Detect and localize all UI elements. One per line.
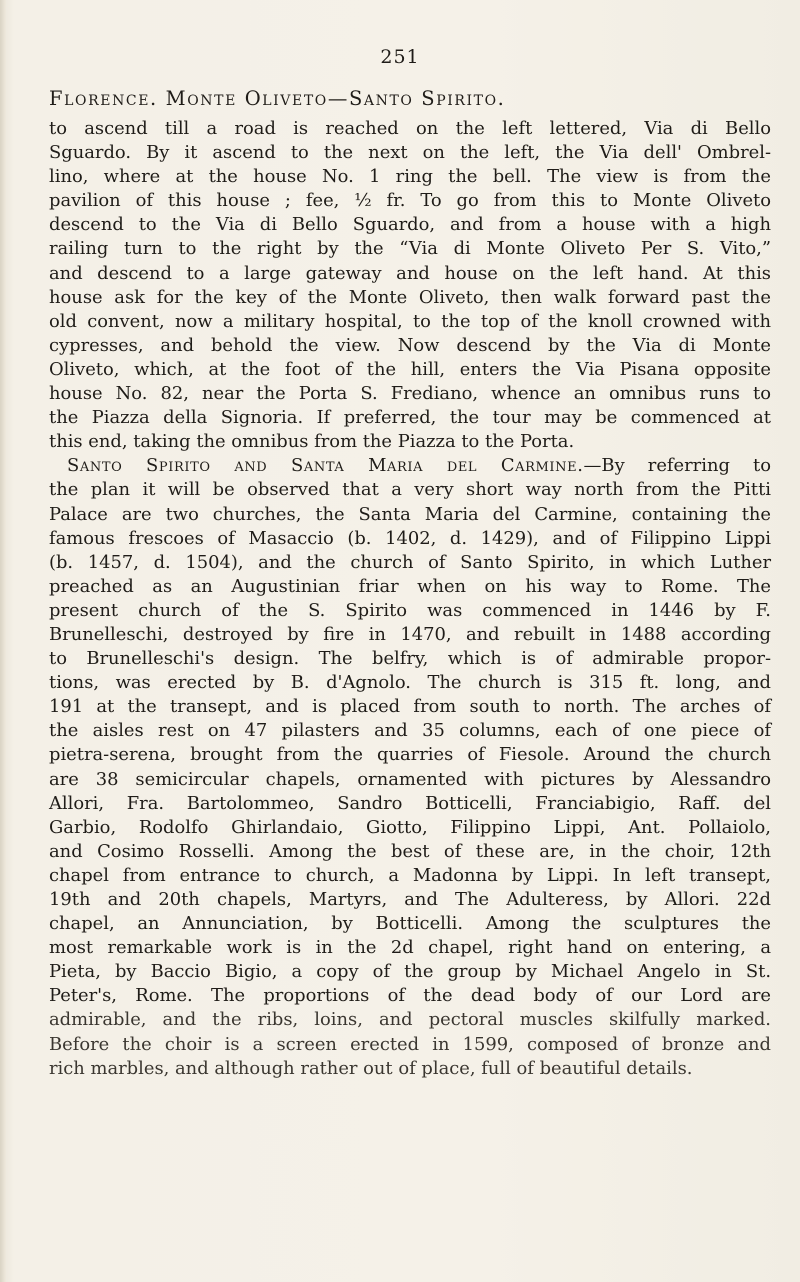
text-line: railing turn to the right by the “Via di Monte Oliveto Per S. Vito,” <box>49 238 771 260</box>
page-gutter-shadow <box>0 0 6 1282</box>
text-line: the aisles rest on 47 pilasters and 35 columns, each of one piece of <box>49 720 771 742</box>
text-line: Sguardo. By it ascend to the next on the left, the Via dell' Ombrel- <box>49 142 771 164</box>
body-text <box>49 117 771 1081</box>
text-line: to Brunelleschi's design. The belfry, which is of admirable propor- <box>49 648 771 670</box>
text-line: chapel, an Annunciation, by Botticelli. Among the sculptures the <box>49 913 771 935</box>
text-line: Pieta, by Baccio Bigio, a copy of the group by Michael Angelo in St. <box>49 961 771 983</box>
text-line: admirable, and the ribs, loins, and pectoral muscles skilfully marked. <box>49 1009 771 1031</box>
text-line: lino, where at the house No. 1 ring the bell. The view is from the <box>49 166 771 188</box>
text-line: 191 at the transept, and is placed from south to north. The arches of <box>49 696 771 718</box>
text-line: preached as an Augustinian friar when on his way to Rome. The <box>49 575 771 597</box>
section-heading-continuation: —By referring to <box>583 455 771 477</box>
text-line: pavilion of this house ; fee, ½ fr. To go from this to Monte Oliveto <box>49 190 771 212</box>
text-line: present church of the S. Spirito was commenced in 1446 by F. <box>49 599 771 621</box>
text-line: the Piazza della Signoria. If preferred, the tour may be commenced at <box>49 407 771 429</box>
text-line: descend to the Via di Bello Sguardo, and from a house with a high <box>49 214 771 236</box>
text-line: tions, was erected by B. d'Agnolo. The church is 315 ft. long, and <box>49 672 771 694</box>
text-line: this end, taking the omnibus from the Piazza to the Porta. <box>49 431 575 453</box>
section-heading: Santo Spirito and Santa Maria del Carmine. <box>67 455 584 477</box>
text-line: rich marbles, and although rather out of place, full of beautiful details. <box>49 1057 693 1079</box>
text-line: old convent, now a military hospital, to the top of the knoll crowned with <box>49 310 771 332</box>
text-line: famous frescoes of Masaccio (b. 1402, d. 1429), and of Filippino Lippi <box>49 527 771 549</box>
text-line: Oliveto, which, at the foot of the hill, enters the Via Pisana opposite <box>49 358 771 380</box>
section-heading-line <box>49 454 771 478</box>
text-line: house No. 82, near the Porta S. Frediano, whence an omnibus runs to <box>49 383 771 405</box>
paragraph-monte-oliveto <box>49 117 771 454</box>
text-line: and descend to a large gateway and house on the left hand. At this <box>49 262 771 284</box>
text-line: Brunelleschi, destroyed by fire in 1470, and rebuilt in 1488 according <box>49 623 771 645</box>
text-line: are 38 semicircular chapels, ornamented with pictures by Alessandro <box>49 768 771 790</box>
text-line: 19th and 20th chapels, Martyrs, and The Adulteress, by Allori. 22d <box>49 889 771 910</box>
text-line: chapel from entrance to church, a Madonna by Lippi. In left transept, <box>49 864 771 886</box>
paragraph-santo-spirito <box>49 454 771 1080</box>
text-line: most remarkable work is in the 2d chapel, right hand on entering, a <box>49 937 771 959</box>
text-line: house ask for the key of the Monte Oliveto, then walk forward past the <box>49 286 771 308</box>
text-line: Peter's, Rome. The proportions of the dead body of our Lord are <box>49 985 771 1007</box>
running-head: Florence. Monte Oliveto—Santo Spirito. <box>49 87 506 110</box>
text-line: and Cosimo Rosselli. Among the best of these are, in the choir, 12th <box>49 840 771 862</box>
text-line: Before the choir is a screen erected in 1599, composed of bronze and <box>49 1033 771 1055</box>
text-line: Palace are two churches, the Santa Maria del Carmine, containing the <box>49 503 771 525</box>
text-line: pietra-serena, brought from the quarries of Fiesole. Around the church <box>49 744 771 766</box>
page-number: 251 <box>380 46 420 68</box>
text-line: Garbio, Rodolfo Ghirlandaio, Giotto, Filippino Lippi, Ant. Pollaiolo, <box>49 816 771 838</box>
text-line: the plan it will be observed that a very short way north from the Pitti <box>49 479 771 501</box>
text-line: cypresses, and behold the view. Now descend by the Via di Monte <box>49 334 771 356</box>
text-line: Allori, Fra. Bartolommeo, Sandro Botticelli, Franciabigio, Raff. del <box>49 792 771 814</box>
text-line: (b. 1457, d. 1504), and the church of Santo Spirito, in which Luther <box>49 551 771 573</box>
text-line: to ascend till a road is reached on the left lettered, Via di Bello <box>49 118 771 139</box>
